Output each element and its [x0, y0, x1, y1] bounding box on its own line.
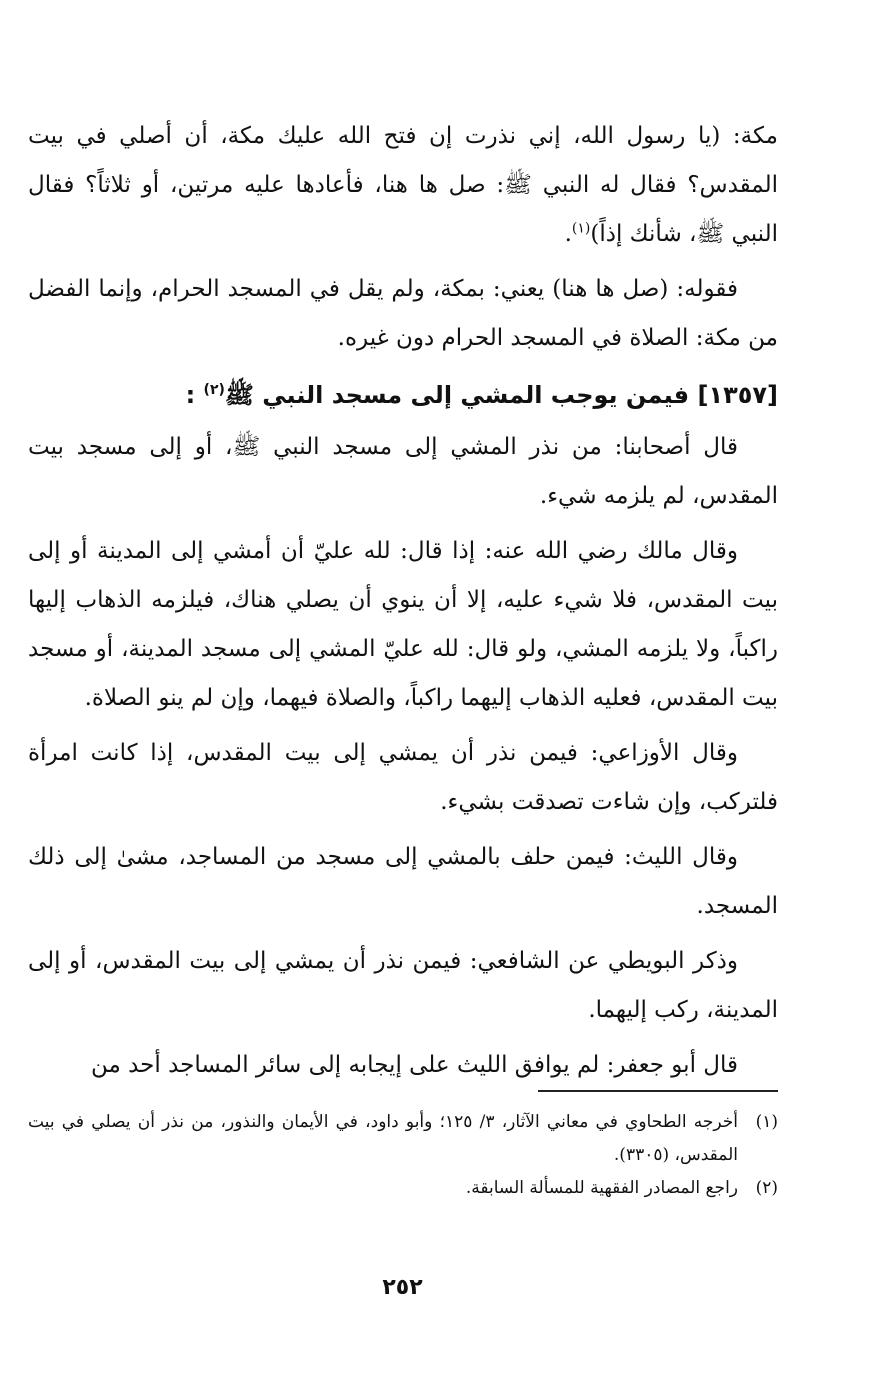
paragraph-1-end: .	[564, 221, 572, 247]
section-heading	[28, 369, 778, 421]
footnote-2-text: راجع المصادر الفقهية للمسألة السابقة.	[465, 1178, 738, 1198]
paragraph-4: وقال مالك رضي الله عنه: إذا قال: لله عليّ أن أمشي إلى المدينة أو إلى بيت المقدس، فلا شيء عليه، إلا أن ينوي أن يصلي هناك، فيلزمه الذهاب إليها راكباً، ولا يلزمه المشي، ولو قال: لله عليّ المشي إلى مسجد المدينة، أو مسجد بيت المقدس، فعليه الذهاب إليهما راكباً، والصلاة فيهما، وإن لم ينو الصلاة.	[28, 538, 778, 711]
footnote-ref-2[interactable]: (٢)	[203, 382, 225, 398]
paragraph-1-text: مكة: (يا رسول الله، إني نذرت إن فتح الله عليك مكة، أن أصلي في بيت المقدس؟ فقال له النبي ﷺ: صل ها هنا، فأعادها عليه مرتين، أو ثلاثاً؟ فقال النبي ﷺ، شأنك إذاً)	[28, 123, 778, 247]
page-number: ٢٥٢	[382, 1275, 423, 1300]
footnote-1-number: (١)	[755, 1112, 778, 1132]
footnote-2-number: (٢)	[755, 1178, 778, 1198]
paragraph-7: وذكر البويطي عن الشافعي: فيمن نذر أن يمشي إلى بيت المقدس، أو إلى المدينة، ركب إليهما.	[28, 948, 778, 1023]
paragraph-3: قال أصحابنا: من نذر المشي إلى مسجد النبي ﷺ، أو إلى مسجد بيت المقدس، لم يلزمه شيء.	[28, 434, 778, 509]
page-body	[28, 112, 778, 1096]
paragraph-5: وقال الأوزاعي: فيمن نذر أن يمشي إلى بيت المقدس، إذا كانت امرأة فلتركب، وإن شاءت تصدقت بشيء.	[28, 740, 778, 815]
footnotes	[28, 1090, 778, 1205]
paragraph-2: فقوله: (صل ها هنا) يعني: بمكة، ولم يقل في المسجد الحرام، وإنما الفضل من مكة: الصلاة في المسجد الحرام دون غيره.	[28, 276, 778, 351]
paragraph-1	[28, 112, 778, 259]
footnote-2	[28, 1172, 778, 1205]
footnote-1	[28, 1106, 778, 1172]
section-title: فيمن يوجب المشي إلى مسجد النبي ﷺ	[224, 381, 690, 409]
section-heading-end: :	[185, 381, 196, 409]
paragraph-8: قال أبو جعفر: لم يوافق الليث على إيجابه إلى سائر المساجد أحد من	[90, 1052, 738, 1078]
section-number: [١٣٥٧]	[697, 381, 778, 409]
footnote-ref-1[interactable]: (١)	[571, 220, 591, 237]
paragraph-6: وقال الليث: فيمن حلف بالمشي إلى مسجد من المساجد، مشىٰ إلى ذلك المسجد.	[28, 844, 778, 919]
footnote-1-text: أخرجه الطحاوي في معاني الآثار، ٣/ ١٢٥؛ وأبو داود، في الأيمان والنذور، من نذر أن يصلي في بيت المقدس، (٣٣٠٥).	[28, 1112, 738, 1165]
footnote-divider	[538, 1090, 778, 1092]
